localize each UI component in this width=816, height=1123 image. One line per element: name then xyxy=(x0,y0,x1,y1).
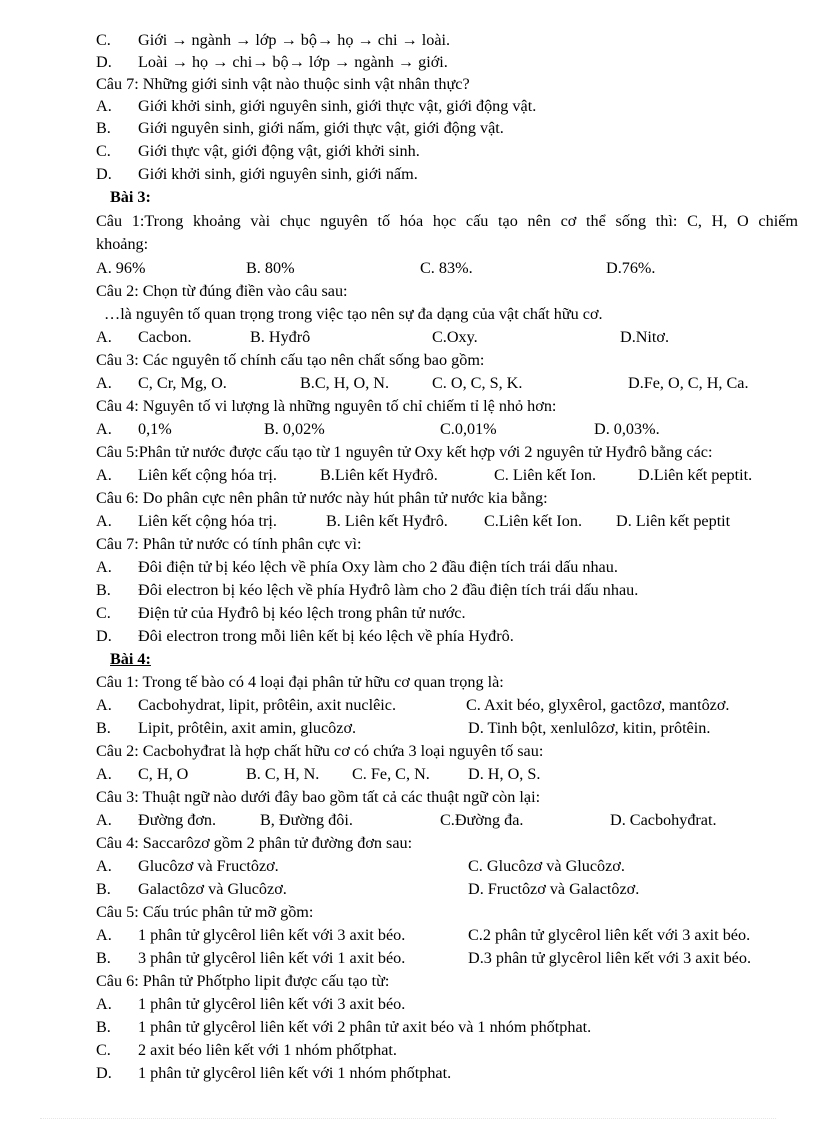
option-d: D. Liên kết peptit xyxy=(616,512,731,530)
option-c: C. 83%. xyxy=(420,259,473,277)
question: Câu 3: Các nguyên tố chính cấu tạo nên chất sống bao gồm: xyxy=(96,351,485,369)
option-text: Loài → họ → chi→ bộ→ lớp → ngành → giới. xyxy=(138,53,448,71)
option-text: 1 phân tử glycêrol liên kết với 2 phân tử axit béo và 1 nhóm phốtphat. xyxy=(138,1018,592,1036)
option-text: Giới thực vật, giới động vật, giới khởi sinh. xyxy=(138,142,420,160)
option-key: D. xyxy=(96,627,112,645)
option-key: A. xyxy=(96,558,112,576)
option-key: A. xyxy=(96,926,112,944)
question: Câu 2: Chọn từ đúng điền vào câu sau: xyxy=(96,282,348,300)
option-key: B. xyxy=(96,581,111,599)
option-c: C. Fe, C, N. xyxy=(352,765,430,783)
question: Câu 1:Trong khoảng vài chục nguyên tố hóa học cấu tạo nên cơ thể sống thì: C, H, O chiếm xyxy=(96,212,798,230)
option-key: A. xyxy=(96,512,112,530)
option-a: A. 96% xyxy=(96,259,146,277)
section-title: Bài 3: xyxy=(110,188,151,206)
section-title: Bài 4: xyxy=(110,650,151,668)
question: Câu 5:Phân tử nước được cấu tạo từ 1 nguyên tử Oxy kết hợp với 2 nguyên tử Hyđrô bằng các: xyxy=(96,443,713,461)
option-text: Giới → ngành → lớp → bộ→ họ → chi → loài. xyxy=(138,31,451,49)
question: Câu 6: Do phân cực nên phân tử nước này hút phân tử nước kia bằng: xyxy=(96,489,548,507)
option-b: B. Hyđrô xyxy=(250,328,311,346)
option-d: D. Fructôzơ và Galactôzơ. xyxy=(468,880,640,898)
option-key: B. xyxy=(96,880,111,898)
option-key: A. xyxy=(96,696,112,714)
option-c: C.Liên kết Ion. xyxy=(484,512,583,530)
question: Câu 1: Trong tế bào có 4 loại đại phân tử hữu cơ quan trọng là: xyxy=(96,673,504,691)
page-footer-divider xyxy=(40,1118,776,1119)
option-c: C.Đường đa. xyxy=(440,811,524,829)
option-d: D. Tinh bột, xenlulôzơ, kitin, prôtêin. xyxy=(468,719,711,737)
option-a: Cacbohydrat, lipit, prôtêin, axit nuclêic. xyxy=(138,696,397,714)
option-b: B.Liên kết Hyđrô. xyxy=(320,466,438,484)
question: Câu 2: Cacbohyđrat là hợp chất hữu cơ có chứa 3 loại nguyên tố sau: xyxy=(96,742,544,760)
option-b: B, Đường đôi. xyxy=(260,811,353,829)
option-key: A. xyxy=(96,328,112,346)
option-key: D. xyxy=(96,53,112,71)
option-a: 0,1% xyxy=(138,420,172,438)
question: Câu 5: Cấu trúc phân tử mỡ gồm: xyxy=(96,903,314,921)
option-text: Giới khởi sinh, giới nguyên sinh, giới thực vật, giới động vật. xyxy=(138,97,537,115)
option-c: C. O, C, S, K. xyxy=(432,374,523,392)
option-a: Đường đơn. xyxy=(138,811,217,829)
option-d: D.3 phân tử glycêrol liên kết với 3 axit béo. xyxy=(468,949,752,967)
option-b: B. 0,02% xyxy=(264,420,325,438)
question: Câu 4: Nguyên tố vi lượng là những nguyên tố chỉ chiếm tỉ lệ nhỏ hơn: xyxy=(96,397,557,415)
option-text: Giới nguyên sinh, giới nấm, giới thực vật, giới động vật. xyxy=(138,119,504,137)
option-key: A. xyxy=(96,857,112,875)
option-c: C.Oxy. xyxy=(432,328,478,346)
option-d: D.Fe, O, C, H, Ca. xyxy=(628,374,749,392)
option-a: Liên kết cộng hóa trị. xyxy=(138,466,277,484)
question: Câu 7: Phân tử nước có tính phân cực vì: xyxy=(96,535,362,553)
option-a: C, H, O xyxy=(138,765,189,783)
option-b: Galactôzơ và Glucôzơ. xyxy=(138,880,287,898)
option-text: Đôi electron trong mỗi liên kết bị kéo lệch về phía Hyđrô. xyxy=(138,627,514,645)
option-a: 1 phân tử glycêrol liên kết với 3 axit béo. xyxy=(138,926,406,944)
question-continued: khoảng: xyxy=(96,235,149,253)
option-a: C, Cr, Mg, O. xyxy=(138,374,227,392)
option-key: C. xyxy=(96,142,111,160)
option-key: B. xyxy=(96,1018,111,1036)
option-c: C.2 phân tử glycêrol liên kết với 3 axit béo. xyxy=(468,926,751,944)
option-text: Điện tử của Hyđrô bị kéo lệch trong phân tử nước. xyxy=(138,604,466,622)
option-key: D. xyxy=(96,1064,112,1082)
option-key: B. xyxy=(96,119,111,137)
option-d: D. 0,03%. xyxy=(594,420,660,438)
option-text: Đôi electron bị kéo lệch về phía Hyđrô làm cho 2 đầu điện tích trái dấu nhau. xyxy=(138,581,639,599)
option-key: A. xyxy=(96,811,112,829)
option-c: C. Axit béo, glyxêrol, gactôzơ, mantôzơ. xyxy=(466,696,730,714)
option-d: D.Liên kết peptit. xyxy=(638,466,753,484)
option-a: Liên kết cộng hóa trị. xyxy=(138,512,277,530)
option-b: 3 phân tử glycêrol liên kết với 1 axit béo. xyxy=(138,949,406,967)
option-key: C. xyxy=(96,604,111,622)
option-c: C. Liên kết Ion. xyxy=(494,466,597,484)
option-a: Glucôzơ và Fructôzơ. xyxy=(138,857,279,875)
option-text: Đôi điện tử bị kéo lệch về phía Oxy làm cho 2 đầu điện tích trái dấu nhau. xyxy=(138,558,618,576)
option-a: Cacbon. xyxy=(138,328,192,346)
option-key: A. xyxy=(96,374,112,392)
option-text: Giới khởi sinh, giới nguyên sinh, giới nấm. xyxy=(138,165,418,183)
option-b: B. Liên kết Hyđrô. xyxy=(326,512,448,530)
option-key: A. xyxy=(96,995,112,1013)
option-b: B.C, H, O, N. xyxy=(300,374,390,392)
option-text: 2 axit béo liên kết với 1 nhóm phốtphat. xyxy=(138,1041,397,1059)
option-key: A. xyxy=(96,97,112,115)
option-d: D. Cacbohyđrat. xyxy=(610,811,717,829)
option-d: D. H, O, S. xyxy=(468,765,541,783)
option-d: D.Nitơ. xyxy=(620,328,670,346)
option-key: A. xyxy=(96,420,112,438)
question: Câu 3: Thuật ngữ nào dưới đây bao gồm tất cả các thuật ngữ còn lại: xyxy=(96,788,541,806)
option-key: C. xyxy=(96,31,111,49)
option-b: Lipit, prôtêin, axit amin, glucôzơ. xyxy=(138,719,357,737)
question: Câu 6: Phân tử Phốtpho lipit được cấu tạo từ: xyxy=(96,972,390,990)
question: Câu 4: Saccarôzơ gồm 2 phân tử đường đơn sau: xyxy=(96,834,413,852)
option-key: A. xyxy=(96,765,112,783)
option-text: 1 phân tử glycêrol liên kết với 3 axit béo. xyxy=(138,995,406,1013)
question: Câu 7: Những giới sinh vật nào thuộc sinh vật nhân thực? xyxy=(96,75,470,93)
option-key: B. xyxy=(96,719,111,737)
option-key: A. xyxy=(96,466,112,484)
option-key: C. xyxy=(96,1041,111,1059)
option-b: B. C, H, N. xyxy=(246,765,320,783)
question-stem: …là nguyên tố quan trọng trong việc tạo nên sự đa dạng của vật chất hữu cơ. xyxy=(104,305,603,323)
option-d: D.76%. xyxy=(606,259,656,277)
option-b: B. 80% xyxy=(246,259,295,277)
option-c: C. Glucôzơ và Glucôzơ. xyxy=(468,857,625,875)
option-key: B. xyxy=(96,949,111,967)
option-text: 1 phân tử glycêrol liên kết với 1 nhóm phốtphat. xyxy=(138,1064,452,1082)
option-key: D. xyxy=(96,165,112,183)
option-c: C.0,01% xyxy=(440,420,497,438)
